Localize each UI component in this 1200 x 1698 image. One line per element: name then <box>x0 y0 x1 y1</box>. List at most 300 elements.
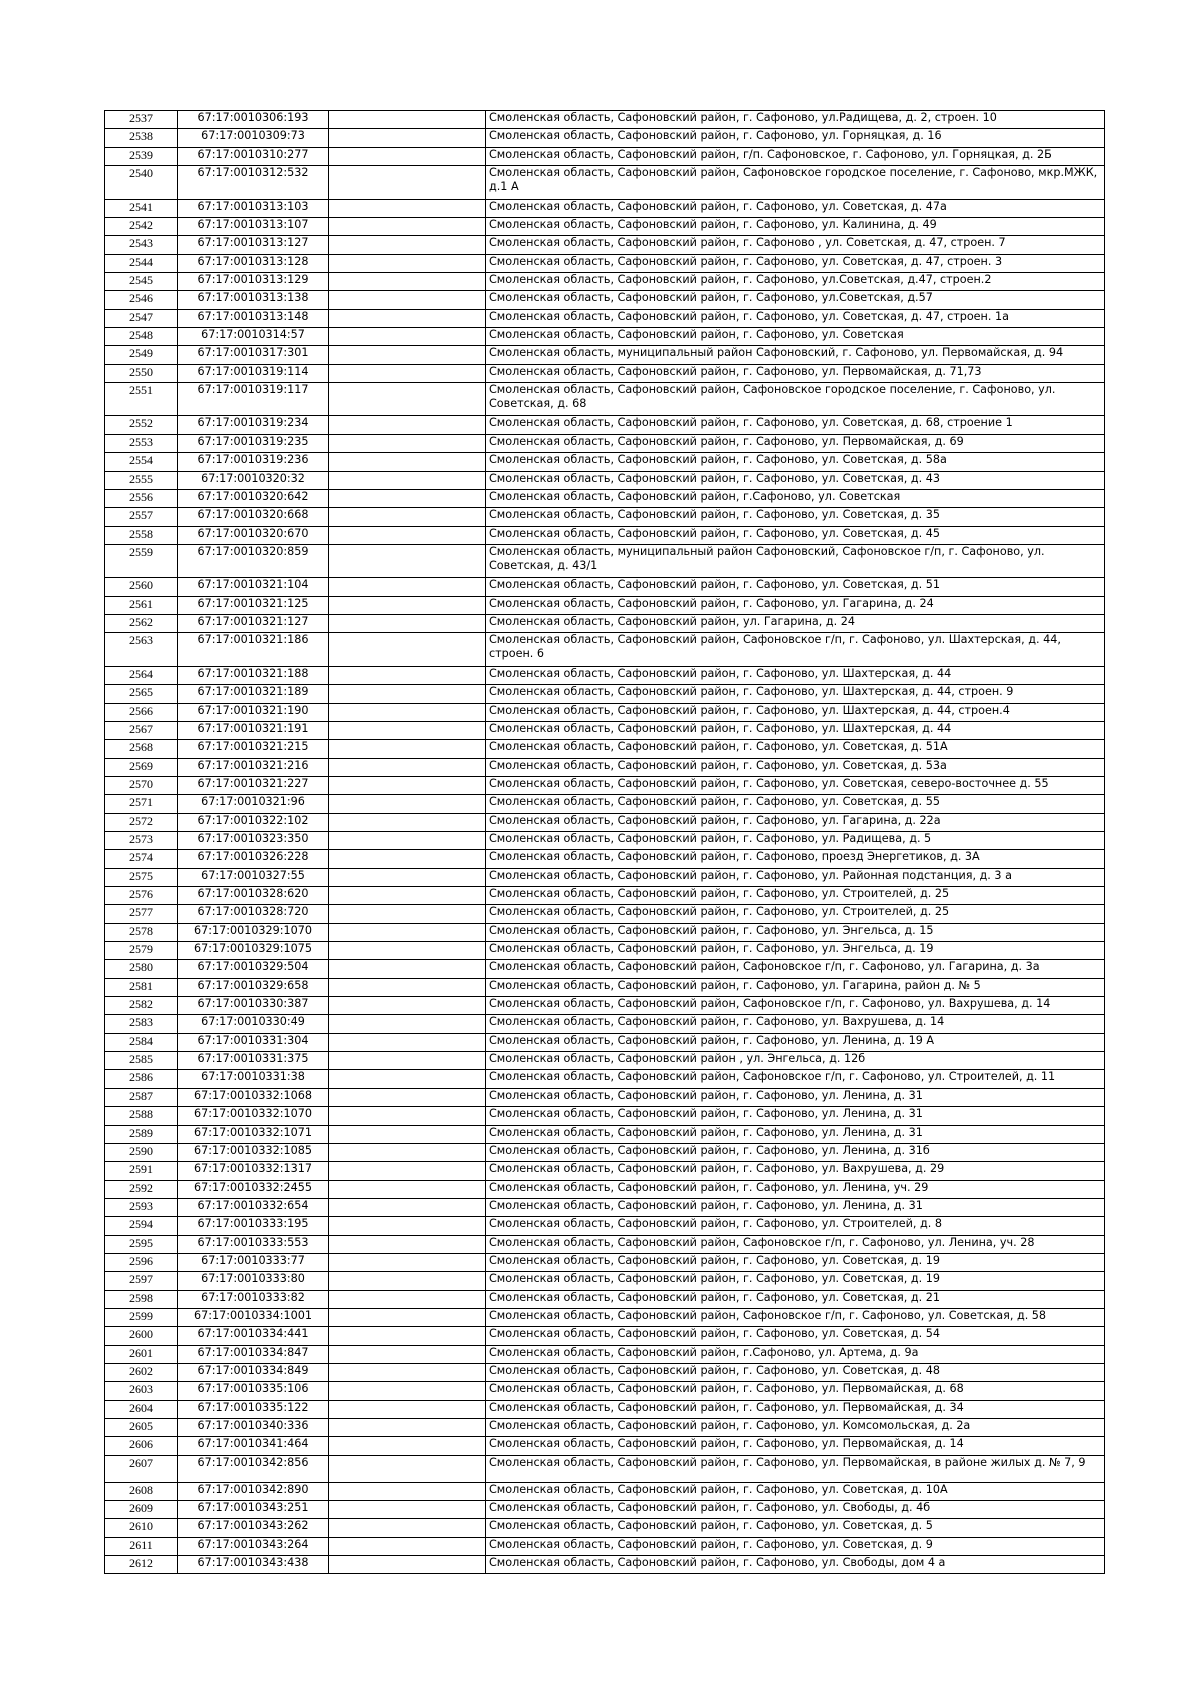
table-row <box>105 633 1105 667</box>
address-cell: Смоленская область, Сафоновский район, г. Сафоново, ул. Ленина, д. 31 <box>486 1107 1105 1125</box>
cadastral-number-cell: 67:17:0010329:1070 <box>178 923 329 941</box>
cadastral-number-cell: 67:17:0010328:620 <box>178 887 329 905</box>
row-number-cell: 2601 <box>105 1345 178 1363</box>
empty-cell <box>329 1455 486 1482</box>
address-cell: Смоленская область, Сафоновский район, г/п. Сафоновское, г. Сафоново, ул. Горняцкая, д. 2Б <box>486 147 1105 165</box>
empty-cell <box>329 1519 486 1537</box>
address-cell: Смоленская область, Сафоновский район, г. Сафоново, ул. Советская <box>486 327 1105 345</box>
empty-cell <box>329 382 486 416</box>
empty-cell <box>329 1198 486 1216</box>
address-cell: Смоленская область, Сафоновский район, г.Сафоново, ул. Артема, д. 9а <box>486 1345 1105 1363</box>
table-row <box>105 434 1105 452</box>
cadastral-number-cell: 67:17:0010331:375 <box>178 1052 329 1070</box>
address-cell: Смоленская область, Сафоновский район, г. Сафоново, ул. Советская, д. 47а <box>486 199 1105 217</box>
row-number-cell: 2608 <box>105 1482 178 1500</box>
address-cell: Смоленская область, Сафоновский район, г. Сафоново, ул. Ленина, д. 31 <box>486 1125 1105 1143</box>
empty-cell <box>329 615 486 633</box>
empty-cell <box>329 1143 486 1161</box>
row-number-cell: 2537 <box>105 111 178 129</box>
row-number-cell: 2547 <box>105 309 178 327</box>
address-cell: Смоленская область, Сафоновский район, г. Сафоново, ул. Советская, д. 51 <box>486 578 1105 596</box>
cadastral-number-cell: 67:17:0010332:1070 <box>178 1107 329 1125</box>
cadastral-number-cell: 67:17:0010321:216 <box>178 758 329 776</box>
row-number-cell: 2579 <box>105 942 178 960</box>
empty-cell <box>329 1363 486 1381</box>
address-cell: Смоленская область, Сафоновский район, ул. Гагарина, д. 24 <box>486 615 1105 633</box>
address-cell: Смоленская область, Сафоновский район, г. Сафоново, ул. Шахтерская, д. 44, строен. 9 <box>486 685 1105 703</box>
table-row <box>105 596 1105 614</box>
cadastral-number-cell: 67:17:0010321:215 <box>178 740 329 758</box>
empty-cell <box>329 166 486 200</box>
table-row <box>105 868 1105 886</box>
table-row <box>105 1198 1105 1216</box>
empty-cell <box>329 508 486 526</box>
address-cell: Смоленская область, Сафоновский район, Сафоновское городское поселение, г. Сафоново, ул. Советская, д. 68 <box>486 382 1105 416</box>
empty-cell <box>329 147 486 165</box>
table-row <box>105 1308 1105 1326</box>
table-row <box>105 1363 1105 1381</box>
row-number-cell: 2546 <box>105 291 178 309</box>
table-row <box>105 1033 1105 1051</box>
cadastral-number-cell: 67:17:0010312:532 <box>178 166 329 200</box>
address-cell: Смоленская область, Сафоновский район, г. Сафоново, ул. Советская, д. 19 <box>486 1272 1105 1290</box>
empty-cell <box>329 453 486 471</box>
address-cell: Смоленская область, Сафоновский район, г. Сафоново, ул. Энгельса, д. 15 <box>486 923 1105 941</box>
address-cell: Смоленская область, Сафоновский район, г. Сафоново, ул. Советская, северо-восточнее д. 55 <box>486 776 1105 794</box>
empty-cell <box>329 1033 486 1051</box>
empty-cell <box>329 633 486 667</box>
table-row <box>105 1070 1105 1088</box>
row-number-cell: 2538 <box>105 129 178 147</box>
empty-cell <box>329 997 486 1015</box>
address-cell: Смоленская область, Сафоновский район, г. Сафоново, ул. Советская, д. 10А <box>486 1482 1105 1500</box>
table-row <box>105 960 1105 978</box>
empty-cell <box>329 1308 486 1326</box>
cadastral-number-cell: 67:17:0010321:227 <box>178 776 329 794</box>
row-number-cell: 2542 <box>105 217 178 235</box>
empty-cell <box>329 544 486 578</box>
table-row <box>105 199 1105 217</box>
row-number-cell: 2549 <box>105 346 178 364</box>
row-number-cell: 2541 <box>105 199 178 217</box>
empty-cell <box>329 1235 486 1253</box>
row-number-cell: 2603 <box>105 1382 178 1400</box>
cadastral-number-cell: 67:17:0010332:1068 <box>178 1088 329 1106</box>
cadastral-number-cell: 67:17:0010313:148 <box>178 309 329 327</box>
empty-cell <box>329 1180 486 1198</box>
cadastral-number-cell: 67:17:0010330:387 <box>178 997 329 1015</box>
empty-cell <box>329 960 486 978</box>
address-cell: Смоленская область, Сафоновский район, г. Сафоново, ул. Советская, д. 47, строен. 1а <box>486 309 1105 327</box>
address-cell: Смоленская область, Сафоновский район, г. Сафоново, ул. Советская, д. 47, строен. 3 <box>486 254 1105 272</box>
cadastral-number-cell: 67:17:0010321:189 <box>178 685 329 703</box>
address-cell: Смоленская область, муниципальный район Сафоновский, г. Сафоново, ул. Первомайская, д. 94 <box>486 346 1105 364</box>
cadastral-number-cell: 67:17:0010334:441 <box>178 1327 329 1345</box>
row-number-cell: 2550 <box>105 364 178 382</box>
registry-rows <box>105 111 1105 1574</box>
row-number-cell: 2548 <box>105 327 178 345</box>
cadastral-number-cell: 67:17:0010333:553 <box>178 1235 329 1253</box>
empty-cell <box>329 1088 486 1106</box>
row-number-cell: 2581 <box>105 978 178 996</box>
cadastral-number-cell: 67:17:0010319:234 <box>178 416 329 434</box>
address-cell: Смоленская область, Сафоновский район, г. Сафоново, ул. Шахтерская, д. 44 <box>486 666 1105 684</box>
empty-cell <box>329 111 486 129</box>
row-number-cell: 2540 <box>105 166 178 200</box>
cadastral-number-cell: 67:17:0010321:191 <box>178 721 329 739</box>
address-cell: Смоленская область, Сафоновский район, г. Сафоново, ул.Советская, д.47, строен.2 <box>486 272 1105 290</box>
table-row <box>105 1437 1105 1455</box>
row-number-cell: 2539 <box>105 147 178 165</box>
table-row <box>105 309 1105 327</box>
address-cell: Смоленская область, Сафоновский район, г. Сафоново, ул. Ленина, д. 31 <box>486 1198 1105 1216</box>
address-cell: Смоленская область, Сафоновский район, г. Сафоново, ул. Советская, д. 53а <box>486 758 1105 776</box>
cadastral-number-cell: 67:17:0010321:104 <box>178 578 329 596</box>
row-number-cell: 2599 <box>105 1308 178 1326</box>
empty-cell <box>329 1070 486 1088</box>
row-number-cell: 2600 <box>105 1327 178 1345</box>
address-cell: Смоленская область, Сафоновский район, г. Сафоново, ул. Строителей, д. 8 <box>486 1217 1105 1235</box>
cadastral-number-cell: 67:17:0010320:642 <box>178 489 329 507</box>
address-cell: Смоленская область, Сафоновский район, г. Сафоново, ул. Первомайская, д. 34 <box>486 1400 1105 1418</box>
cadastral-number-cell: 67:17:0010314:57 <box>178 327 329 345</box>
cadastral-number-cell: 67:17:0010329:658 <box>178 978 329 996</box>
row-number-cell: 2612 <box>105 1556 178 1574</box>
empty-cell <box>329 309 486 327</box>
row-number-cell: 2589 <box>105 1125 178 1143</box>
cadastral-number-cell: 67:17:0010321:186 <box>178 633 329 667</box>
cadastral-number-cell: 67:17:0010313:128 <box>178 254 329 272</box>
empty-cell <box>329 776 486 794</box>
table-row <box>105 905 1105 923</box>
empty-cell <box>329 1482 486 1500</box>
table-row <box>105 1162 1105 1180</box>
row-number-cell: 2609 <box>105 1501 178 1519</box>
row-number-cell: 2605 <box>105 1419 178 1437</box>
cadastral-number-cell: 67:17:0010321:190 <box>178 703 329 721</box>
empty-cell <box>329 1345 486 1363</box>
address-cell: Смоленская область, Сафоновский район, г. Сафоново, ул.Советская, д.57 <box>486 291 1105 309</box>
row-number-cell: 2574 <box>105 850 178 868</box>
address-cell: Смоленская область, Сафоновский район, г. Сафоново, ул. Первомайская, д. 14 <box>486 1437 1105 1455</box>
row-number-cell: 2552 <box>105 416 178 434</box>
empty-cell <box>329 578 486 596</box>
cadastral-number-cell: 67:17:0010335:122 <box>178 1400 329 1418</box>
row-number-cell: 2564 <box>105 666 178 684</box>
cadastral-number-cell: 67:17:0010330:49 <box>178 1015 329 1033</box>
empty-cell <box>329 1501 486 1519</box>
cadastral-number-cell: 67:17:0010341:464 <box>178 1437 329 1455</box>
cadastral-number-cell: 67:17:0010321:96 <box>178 795 329 813</box>
table-row <box>105 291 1105 309</box>
table-row <box>105 997 1105 1015</box>
cadastral-number-cell: 67:17:0010332:1085 <box>178 1143 329 1161</box>
address-cell: Смоленская область, Сафоновский район, г. Сафоново, ул. Ленина, д. 19 А <box>486 1033 1105 1051</box>
table-row <box>105 382 1105 416</box>
address-cell: Смоленская область, Сафоновский район, г. Сафоново, ул. Советская, д. 51А <box>486 740 1105 758</box>
table-row <box>105 1290 1105 1308</box>
table-row <box>105 1217 1105 1235</box>
empty-cell <box>329 1052 486 1070</box>
table-row <box>105 1180 1105 1198</box>
row-number-cell: 2585 <box>105 1052 178 1070</box>
table-row <box>105 272 1105 290</box>
address-cell: Смоленская область, Сафоновский район, г. Сафоново, ул. Первомайская, д. 68 <box>486 1382 1105 1400</box>
cadastral-number-cell: 67:17:0010333:77 <box>178 1253 329 1271</box>
table-row <box>105 1253 1105 1271</box>
empty-cell <box>329 887 486 905</box>
address-cell: Смоленская область, Сафоновский район, г. Сафоново, ул. Вахрушева, д. 14 <box>486 1015 1105 1033</box>
table-row <box>105 254 1105 272</box>
cadastral-number-cell: 67:17:0010331:304 <box>178 1033 329 1051</box>
table-row <box>105 544 1105 578</box>
table-row <box>105 346 1105 364</box>
empty-cell <box>329 978 486 996</box>
table-row <box>105 508 1105 526</box>
row-number-cell: 2584 <box>105 1033 178 1051</box>
cadastral-number-cell: 67:17:0010343:438 <box>178 1556 329 1574</box>
cadastral-number-cell: 67:17:0010313:107 <box>178 217 329 235</box>
empty-cell <box>329 1400 486 1418</box>
table-row <box>105 942 1105 960</box>
address-cell: Смоленская область, Сафоновский район, г. Сафоново , ул. Советская, д. 47, строен. 7 <box>486 236 1105 254</box>
row-number-cell: 2587 <box>105 1088 178 1106</box>
cadastral-number-cell: 67:17:0010340:336 <box>178 1419 329 1437</box>
address-cell: Смоленская область, Сафоновский район, г. Сафоново, ул. Советская, д. 68, строение 1 <box>486 416 1105 434</box>
cadastral-number-cell: 67:17:0010320:668 <box>178 508 329 526</box>
address-cell: Смоленская область, Сафоновский район, г. Сафоново, ул. Советская, д. 35 <box>486 508 1105 526</box>
cadastral-number-cell: 67:17:0010343:264 <box>178 1537 329 1555</box>
table-row <box>105 721 1105 739</box>
address-cell: Смоленская область, Сафоновский район , ул. Энгельса, д. 12б <box>486 1052 1105 1070</box>
table-row <box>105 1345 1105 1363</box>
empty-cell <box>329 813 486 831</box>
address-cell: Смоленская область, Сафоновский район, г. Сафоново, ул. Радищева, д. 5 <box>486 832 1105 850</box>
row-number-cell: 2602 <box>105 1363 178 1381</box>
table-row <box>105 832 1105 850</box>
row-number-cell: 2568 <box>105 740 178 758</box>
address-cell: Смоленская область, Сафоновский район, г. Сафоново, ул.Радищева, д. 2, строен. 10 <box>486 111 1105 129</box>
empty-cell <box>329 471 486 489</box>
table-row <box>105 236 1105 254</box>
empty-cell <box>329 434 486 452</box>
row-number-cell: 2554 <box>105 453 178 471</box>
address-cell: Смоленская область, Сафоновский район, г. Сафоново, ул. Строителей, д. 25 <box>486 905 1105 923</box>
address-cell: Смоленская область, Сафоновский район, г. Сафоново, проезд Энергетиков, д. 3А <box>486 850 1105 868</box>
row-number-cell: 2591 <box>105 1162 178 1180</box>
row-number-cell: 2563 <box>105 633 178 667</box>
empty-cell <box>329 1537 486 1555</box>
row-number-cell: 2566 <box>105 703 178 721</box>
table-row <box>105 813 1105 831</box>
cadastral-number-cell: 67:17:0010332:1317 <box>178 1162 329 1180</box>
row-number-cell: 2555 <box>105 471 178 489</box>
empty-cell <box>329 666 486 684</box>
row-number-cell: 2543 <box>105 236 178 254</box>
row-number-cell: 2553 <box>105 434 178 452</box>
address-cell: Смоленская область, Сафоновский район, г. Сафоново, ул. Советская, д. 21 <box>486 1290 1105 1308</box>
table-row <box>105 1125 1105 1143</box>
cadastral-number-cell: 67:17:0010334:849 <box>178 1363 329 1381</box>
address-cell: Смоленская область, Сафоновский район, г. Сафоново, ул. Шахтерская, д. 44 <box>486 721 1105 739</box>
empty-cell <box>329 129 486 147</box>
address-cell: Смоленская область, Сафоновский район, г. Сафоново, ул. Горняцкая, д. 16 <box>486 129 1105 147</box>
cadastral-number-cell: 67:17:0010319:236 <box>178 453 329 471</box>
cadastral-number-cell: 67:17:0010321:125 <box>178 596 329 614</box>
empty-cell <box>329 217 486 235</box>
address-cell: Смоленская область, Сафоновский район, г. Сафоново, ул. Гагарина, д. 22а <box>486 813 1105 831</box>
address-cell: Смоленская область, Сафоновский район, Сафоновское г/п, г. Сафоново, ул. Гагарина, д. 3а <box>486 960 1105 978</box>
address-cell: Смоленская область, Сафоновский район, Сафоновское городское поселение, г. Сафоново, мкр.МЖК, д.1 А <box>486 166 1105 200</box>
table-row <box>105 758 1105 776</box>
empty-cell <box>329 905 486 923</box>
cadastral-number-cell: 67:17:0010334:1001 <box>178 1308 329 1326</box>
cadastral-number-cell: 67:17:0010321:127 <box>178 615 329 633</box>
row-number-cell: 2610 <box>105 1519 178 1537</box>
table-row <box>105 776 1105 794</box>
row-number-cell: 2604 <box>105 1400 178 1418</box>
address-cell: Смоленская область, Сафоновский район, г. Сафоново, ул. Вахрушева, д. 29 <box>486 1162 1105 1180</box>
table-row <box>105 685 1105 703</box>
address-cell: Смоленская область, Сафоновский район, г. Сафоново, ул. Советская, д. 9 <box>486 1537 1105 1555</box>
address-cell: Смоленская область, Сафоновский район, Сафоновское г/п, г. Сафоново, ул. Вахрушева, д. 14 <box>486 997 1105 1015</box>
cadastral-number-cell: 67:17:0010335:106 <box>178 1382 329 1400</box>
cadastral-number-cell: 67:17:0010310:277 <box>178 147 329 165</box>
empty-cell <box>329 868 486 886</box>
table-row <box>105 1419 1105 1437</box>
address-cell: Смоленская область, Сафоновский район, г. Сафоново, ул. Комсомольская, д. 2а <box>486 1419 1105 1437</box>
cadastral-number-cell: 67:17:0010343:251 <box>178 1501 329 1519</box>
row-number-cell: 2562 <box>105 615 178 633</box>
row-number-cell: 2606 <box>105 1437 178 1455</box>
table-row <box>105 416 1105 434</box>
empty-cell <box>329 1015 486 1033</box>
address-cell: Смоленская область, Сафоновский район, г. Сафоново, ул. Советская, д. 58а <box>486 453 1105 471</box>
table-row <box>105 166 1105 200</box>
empty-cell <box>329 199 486 217</box>
address-cell: Смоленская область, Сафоновский район, г. Сафоново, ул. Районная подстанция, д. 3 а <box>486 868 1105 886</box>
empty-cell <box>329 703 486 721</box>
table-row <box>105 1382 1105 1400</box>
row-number-cell: 2560 <box>105 578 178 596</box>
row-number-cell: 2561 <box>105 596 178 614</box>
empty-cell <box>329 758 486 776</box>
row-number-cell: 2597 <box>105 1272 178 1290</box>
address-cell: Смоленская область, Сафоновский район, г. Сафоново, ул. Энгельса, д. 19 <box>486 942 1105 960</box>
cadastral-number-cell: 67:17:0010317:301 <box>178 346 329 364</box>
empty-cell <box>329 1125 486 1143</box>
empty-cell <box>329 364 486 382</box>
cadastral-number-cell: 67:17:0010329:504 <box>178 960 329 978</box>
table-row <box>105 1501 1105 1519</box>
row-number-cell: 2592 <box>105 1180 178 1198</box>
cadastral-number-cell: 67:17:0010309:73 <box>178 129 329 147</box>
table-row <box>105 1107 1105 1125</box>
table-row <box>105 740 1105 758</box>
table-row <box>105 887 1105 905</box>
row-number-cell: 2565 <box>105 685 178 703</box>
cadastral-number-cell: 67:17:0010331:38 <box>178 1070 329 1088</box>
address-cell: Смоленская область, Сафоновский район, Сафоновское г/п, г. Сафоново, ул. Строителей, д. 11 <box>486 1070 1105 1088</box>
cadastral-number-cell: 67:17:0010333:80 <box>178 1272 329 1290</box>
address-cell: Смоленская область, Сафоновский район, Сафоновское г/п, г. Сафоново, ул. Ленина, уч. 28 <box>486 1235 1105 1253</box>
cadastral-number-cell: 67:17:0010332:2455 <box>178 1180 329 1198</box>
cadastral-number-cell: 67:17:0010321:188 <box>178 666 329 684</box>
row-number-cell: 2551 <box>105 382 178 416</box>
empty-cell <box>329 850 486 868</box>
empty-cell <box>329 942 486 960</box>
cadastral-number-cell: 67:17:0010313:103 <box>178 199 329 217</box>
cadastral-number-cell: 67:17:0010342:856 <box>178 1455 329 1482</box>
address-cell: Смоленская область, муниципальный район Сафоновский, Сафоновское г/п, г. Сафоново, ул. Советская, д. 43/1 <box>486 544 1105 578</box>
registry-table <box>104 110 1105 1574</box>
row-number-cell: 2578 <box>105 923 178 941</box>
row-number-cell: 2583 <box>105 1015 178 1033</box>
row-number-cell: 2611 <box>105 1537 178 1555</box>
cadastral-number-cell: 67:17:0010320:32 <box>178 471 329 489</box>
table-row <box>105 1235 1105 1253</box>
table-row <box>105 1143 1105 1161</box>
empty-cell <box>329 1419 486 1437</box>
table-row <box>105 1482 1105 1500</box>
table-row <box>105 578 1105 596</box>
address-cell: Смоленская область, Сафоновский район, г. Сафоново, ул. Первомайская, д. 71,73 <box>486 364 1105 382</box>
cadastral-number-cell: 67:17:0010306:193 <box>178 111 329 129</box>
address-cell: Смоленская область, Сафоновский район, г. Сафоново, ул. Первомайская, в районе жилых д. № 7, 9 <box>486 1455 1105 1482</box>
cadastral-number-cell: 67:17:0010322:102 <box>178 813 329 831</box>
empty-cell <box>329 832 486 850</box>
address-cell: Смоленская область, Сафоновский район, г. Сафоново, ул. Строителей, д. 25 <box>486 887 1105 905</box>
cadastral-number-cell: 67:17:0010343:262 <box>178 1519 329 1537</box>
table-row <box>105 489 1105 507</box>
address-cell: Смоленская область, Сафоновский район, г. Сафоново, ул. Советская, д. 55 <box>486 795 1105 813</box>
empty-cell <box>329 1107 486 1125</box>
cadastral-number-cell: 67:17:0010328:720 <box>178 905 329 923</box>
address-cell: Смоленская область, Сафоновский район, г.Сафоново, ул. Советская <box>486 489 1105 507</box>
empty-cell <box>329 596 486 614</box>
empty-cell <box>329 1253 486 1271</box>
row-number-cell: 2594 <box>105 1217 178 1235</box>
table-row <box>105 1327 1105 1345</box>
row-number-cell: 2545 <box>105 272 178 290</box>
table-row <box>105 217 1105 235</box>
row-number-cell: 2556 <box>105 489 178 507</box>
row-number-cell: 2558 <box>105 526 178 544</box>
table-row <box>105 1088 1105 1106</box>
row-number-cell: 2593 <box>105 1198 178 1216</box>
row-number-cell: 2575 <box>105 868 178 886</box>
row-number-cell: 2598 <box>105 1290 178 1308</box>
address-cell: Смоленская область, Сафоновский район, г. Сафоново, ул. Гагарина, район д. № 5 <box>486 978 1105 996</box>
empty-cell <box>329 254 486 272</box>
empty-cell <box>329 1437 486 1455</box>
cadastral-number-cell: 67:17:0010323:350 <box>178 832 329 850</box>
empty-cell <box>329 1556 486 1574</box>
table-row <box>105 615 1105 633</box>
cadastral-number-cell: 67:17:0010319:114 <box>178 364 329 382</box>
row-number-cell: 2557 <box>105 508 178 526</box>
address-cell: Смоленская область, Сафоновский район, г. Сафоново, ул. Ленина, уч. 29 <box>486 1180 1105 1198</box>
row-number-cell: 2571 <box>105 795 178 813</box>
empty-cell <box>329 1382 486 1400</box>
table-row <box>105 111 1105 129</box>
row-number-cell: 2607 <box>105 1455 178 1482</box>
address-cell: Смоленская область, Сафоновский район, г. Сафоново, ул. Свободы, д. 4б <box>486 1501 1105 1519</box>
cadastral-number-cell: 67:17:0010313:138 <box>178 291 329 309</box>
row-number-cell: 2559 <box>105 544 178 578</box>
row-number-cell: 2567 <box>105 721 178 739</box>
cadastral-number-cell: 67:17:0010320:859 <box>178 544 329 578</box>
